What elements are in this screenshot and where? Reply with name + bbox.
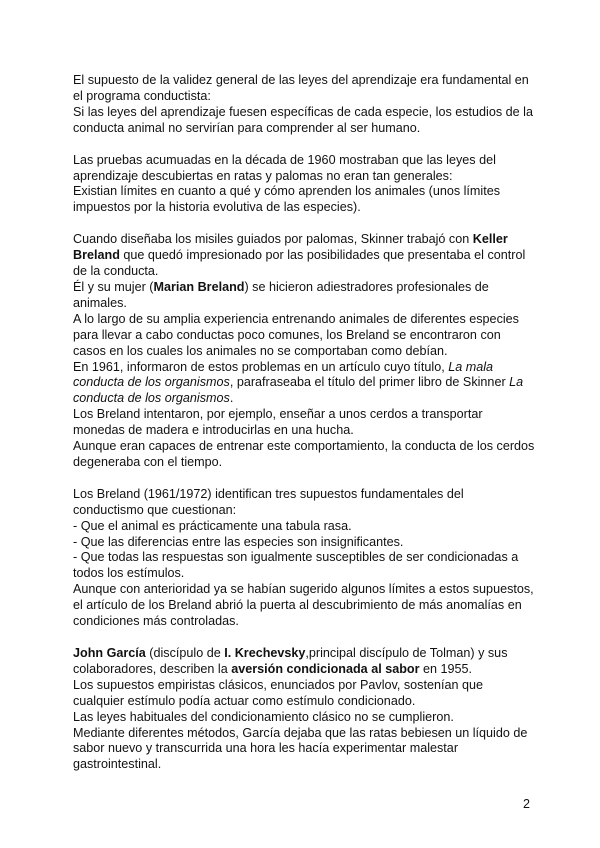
text-line: sabor nuevo y transcurrida una hora les hacía experimentar malestar [73,741,459,756]
italic-title: La mala [448,359,494,374]
text-run: (discípulo de [145,646,225,660]
text-line: conductismo que cuestionan: [73,502,237,517]
text-run: en 1955. [419,661,473,676]
text-line: Mediante diferentes métodos, García dejaba que las ratas bebiesen un líquido de [73,725,528,740]
text-line: degeneraba con el tiempo. [73,454,223,469]
text-line: gastrointestinal. [73,757,162,772]
text-line: Aunque eran capaces de entrenar este comportamiento, la conducta de los cerdos [73,439,535,454]
text-run: Él y su mujer ( [73,279,154,294]
text-line: aprendizaje descubiertas en ratas y palomas no eran tan generales: [73,168,453,183]
text-line: Existian límites en cuanto a qué y cómo aprenden los animales (unos límites [73,184,501,199]
paragraph-garcia [73,646,533,773]
text-line: Los supuestos empiristas clásicos, enunciados por Pavlov, sostenían que [73,677,483,692]
paragraph-supuestos [73,487,533,630]
list-item: - Que las diferencias entre las especies son insignificantes. [73,534,404,549]
text-line [73,646,533,662]
text-line [73,375,533,391]
text-line [73,280,533,296]
list-item: - Que el animal es prácticamente una tabula rasa. [73,518,352,533]
text-line: El supuesto de la validez general de las leyes del aprendizaje era fundamental en [73,73,529,87]
page-number: 2 [522,797,530,811]
text-line [73,662,533,678]
text-line: Las leyes habituales del condicionamiento clásico no se cumplieron. [73,709,454,724]
italic-title: conducta de los organismos [73,375,230,390]
text-line [73,360,533,376]
bold-term-aversion: aversión condicionada al sabor [231,661,420,676]
text-line: todos los estímulos. [73,566,185,581]
text-line: Los Breland (1961/1972) identifican tres supuestos fundamentales del [73,486,464,501]
text-run: ) se hicieron adiestradores profesionales de [244,279,489,294]
text-run: En 1961, informaron de estos problemas en un artículo cuyo título, [73,359,449,374]
text-run: . [229,391,234,406]
bold-name-krechevsky: I. Krechevsky [224,646,306,660]
text-line: impuestos por la historia evolutiva de las especies). [73,200,361,215]
bold-name-john-garcia: John García [73,646,146,660]
text-line: casos en los cuales los animales no se comportaban como debían. [73,343,448,358]
paragraph-pruebas-1960 [73,153,533,217]
paragraph-breland [73,232,533,471]
text-line [73,391,533,407]
text-line: A lo largo de su amplia experiencia entrenando animales de diferentes especies [73,311,519,326]
text-run: que quedó impresionado por las posibilidades que presentaba el control [119,248,526,263]
text-line: para llevar a cabo conductas poco comunes, los Breland se encontraron con [73,327,501,342]
bold-name-keller: Keller [472,232,508,247]
text-run: ,principal discípulo de Tolman) y sus [305,646,508,660]
text-line: Aunque con anterioridad ya se habían sugerido algunos límites a estos supuestos, [73,582,534,597]
text-line: el artículo de los Breland abrió la puerta al descubrimiento de más anomalías en [73,598,522,613]
document-body [73,73,533,789]
text-line: Si las leyes del aprendizaje fuesen específicas de cada especie, los estudios de la [73,104,533,119]
text-line: conducta animal no servirían para comprender al ser humano. [73,120,421,135]
text-run: colaboradores, describen la [73,661,232,676]
text-line: condiciones más controladas. [73,614,239,629]
text-line: Los Breland intentaron, por ejemplo, enseñar a unos cerdos a transportar [73,407,483,422]
text-line: de la conducta. [73,264,159,279]
text-run: , parafraseaba el título del primer libro de Skinner [229,375,510,390]
text-line: Las pruebas acumuadas en la década de 1960 mostraban que las leyes del [73,152,496,167]
italic-title: La [509,375,524,390]
text-line [73,248,533,264]
text-line: el programa conductista: [73,88,211,103]
text-line: cualquier estímulo podía actuar como estímulo condicionado. [73,693,416,708]
text-line: monedas de madera e introducirlas en una hucha. [73,423,354,438]
list-item: - Que todas las respuestas son igualmente susceptibles de ser condicionadas a [73,550,519,565]
bold-name-marian-breland: Marian Breland [153,279,245,294]
paragraph-validez-general [73,73,533,137]
italic-title: conducta de los organismos [73,391,230,406]
text-line: animales. [73,295,127,310]
bold-name-breland: Breland [73,248,120,263]
text-line [73,232,533,248]
text-run: Cuando diseñaba los misiles guiados por palomas, Skinner trabajó con [73,232,473,247]
